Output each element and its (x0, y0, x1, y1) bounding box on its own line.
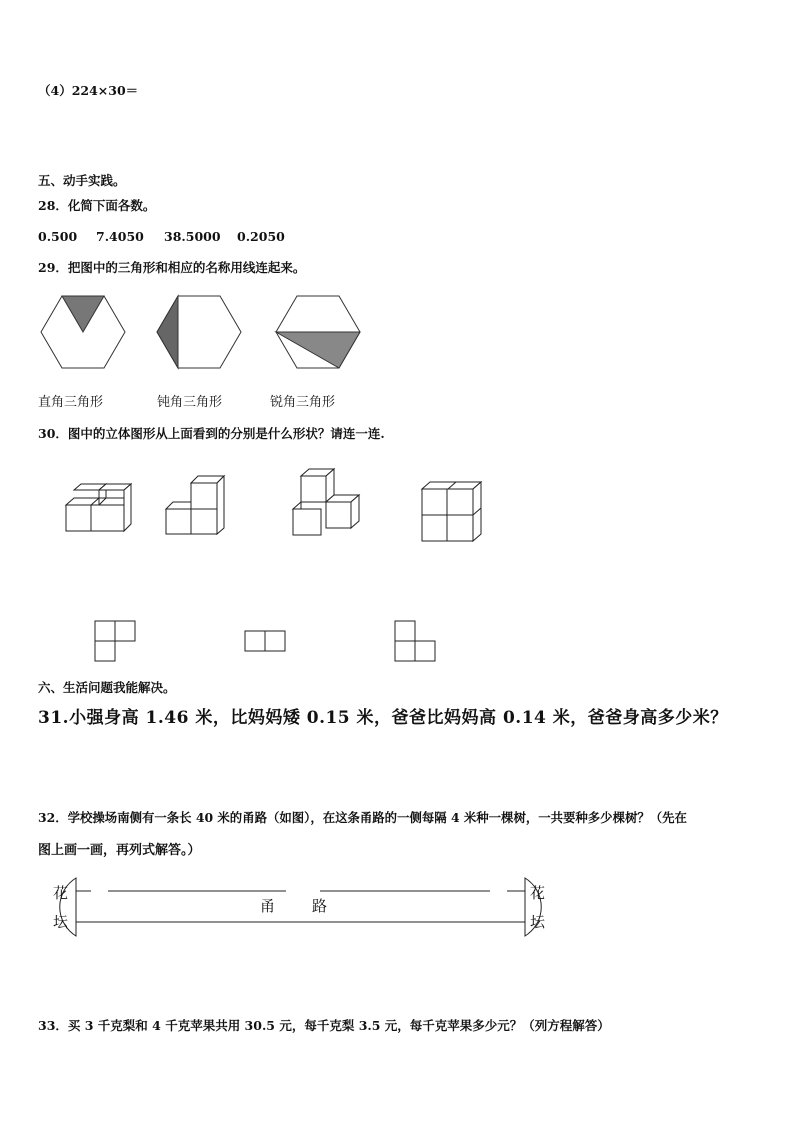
label-obtuse-triangle: 钝角三角形 (157, 395, 223, 410)
road-char-2: 路 (312, 897, 328, 915)
section-5-heading: 五、动手实践。 (38, 173, 126, 188)
q30-text: 30．图中的立体图形从上面看到的分别是什么形状？请连一连. (38, 426, 385, 441)
q33-text: 33．买 3 千克梨和 4 千克苹果共用 30.5 元，每千克梨 3.5 元，每千克苹果多少元？（列方程解答） (38, 1018, 610, 1033)
q32-text-line2: 图上画一画，再列式解答。） (38, 843, 201, 858)
q29-text: 29．把图中的三角形和相应的名称用线连起来。 (38, 260, 306, 275)
q4-text: （4）224×30＝ (38, 83, 139, 98)
q32-text-line1: 32．学校操场南侧有一条长 40 米的甬路（如图），在这条甬路的一侧每隔 4 米种一棵树，一共要种多少棵树？（先在 (38, 810, 687, 825)
road-char-1: 甬 (260, 897, 276, 915)
flower-bed-right-char-1: 花 (530, 884, 546, 902)
label-acute-triangle: 锐角三角形 (270, 395, 336, 410)
q28-number-1: 0.500 (38, 229, 78, 244)
section-6-heading: 六、生活问题我能解决。 (38, 680, 176, 695)
flower-bed-left-char-2: 坛 (53, 913, 69, 931)
q28-text: 28．化简下面各数。 (38, 198, 156, 213)
q31-text: 31.小强身高 1.46 米，比妈妈矮 0.15 米，爸爸比妈妈高 0.14 米，爸爸身高多少米？ (38, 708, 728, 728)
flower-bed-right-char-2: 坛 (530, 913, 546, 931)
flower-bed-left-char-1: 花 (53, 884, 69, 902)
q28-number-4: 0.2050 (237, 229, 285, 244)
label-right-triangle: 直角三角形 (38, 395, 104, 410)
q28-number-3: 38.5000 (164, 229, 221, 244)
q28-number-2: 7.4050 (96, 229, 144, 244)
